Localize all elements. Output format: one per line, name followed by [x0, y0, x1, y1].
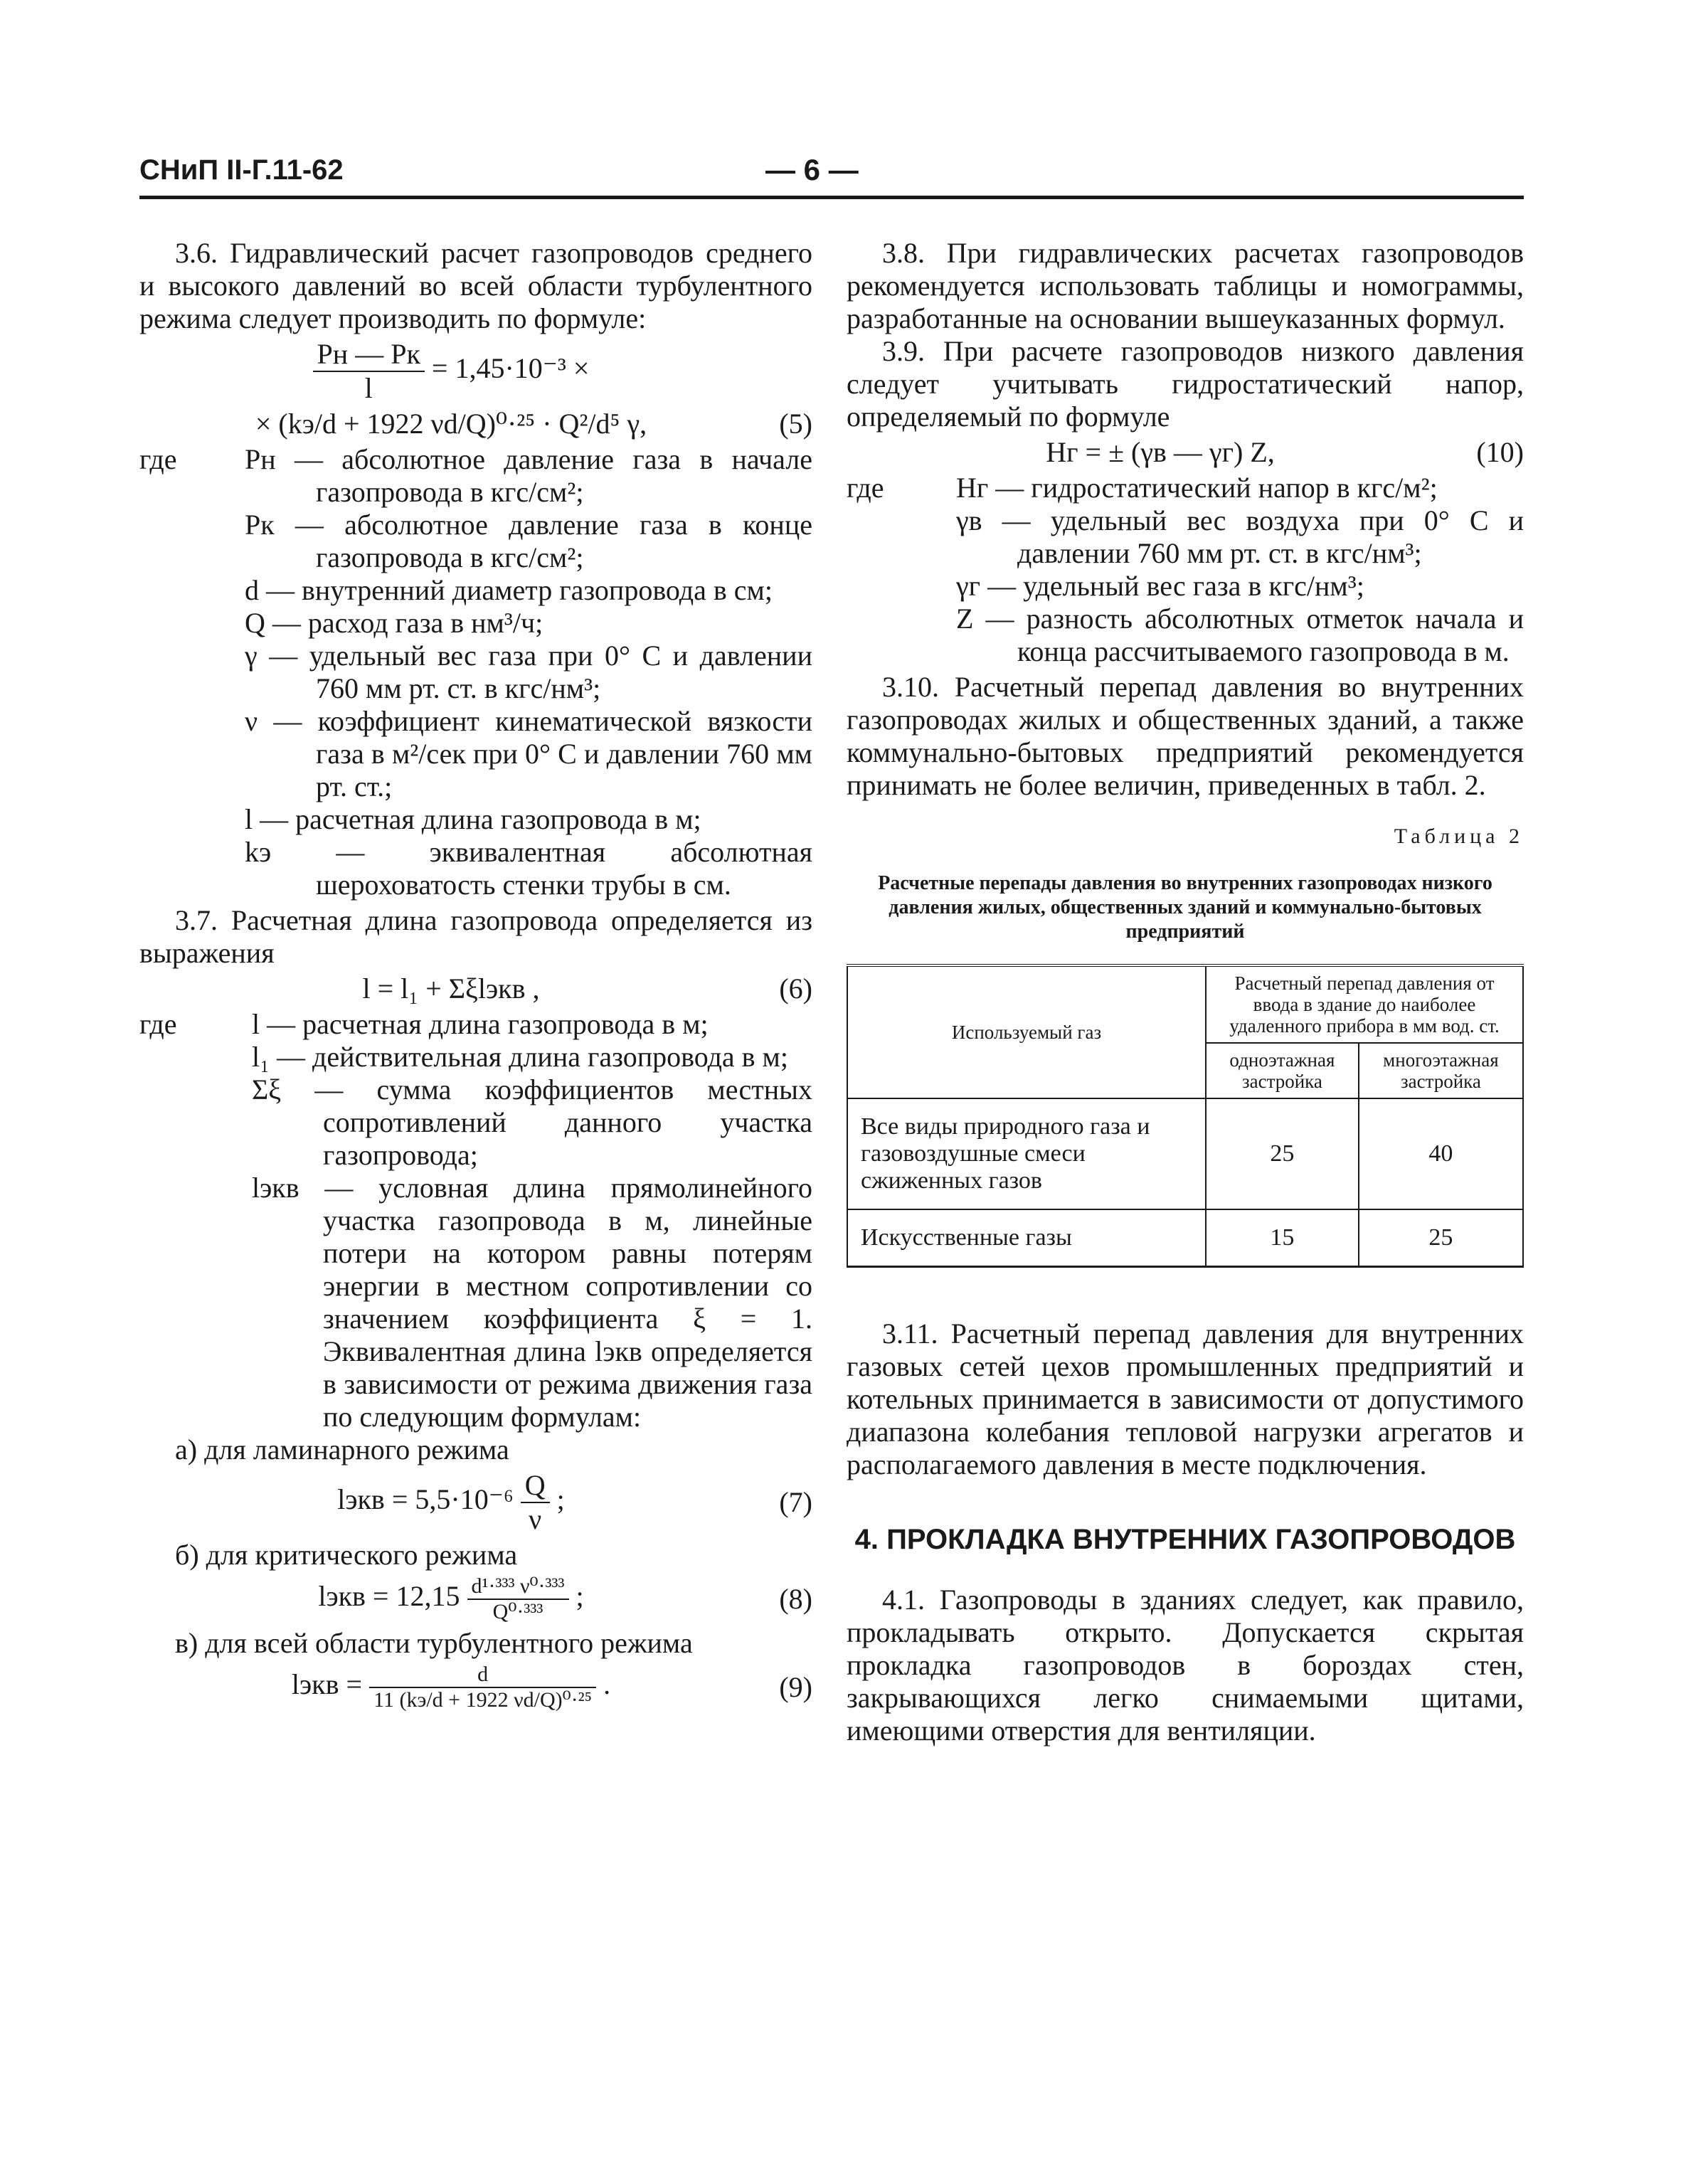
definitions-formula-5 [139, 443, 812, 901]
definition-item: γг — удельный вес газа в кгс/нм³; [956, 570, 1364, 602]
formula-5-line-2 [139, 408, 812, 440]
document-code: СНиП II-Г.11-62 [139, 154, 344, 186]
table-row [847, 1098, 1523, 1209]
definition-item: где Hг — гидростатический напор в кгс/м²; [847, 472, 1438, 504]
table-title: Расчетные перепады давления во внутренних газопроводах низкого давления жилых, общественных зданий и коммунально-бытовых предприятий [878, 872, 1492, 943]
running-header [139, 153, 1524, 199]
formula-8-label: (8) [779, 1583, 812, 1615]
formula-8-tail: ; [576, 1580, 584, 1613]
formula-10-body: Hг = ± (γв — γг) Z, [1046, 436, 1275, 468]
formula-7-numerator: Q [524, 1469, 546, 1501]
paragraph-3-9: 3.9. При расчете газопроводов низкого давления следует учитывать гидростатический напор, определяемый по формуле [847, 335, 1524, 433]
formula-8-denominator: Q⁰·³³³ [467, 1599, 569, 1624]
formula-7 [139, 1469, 812, 1536]
formula-9-label: (9) [779, 1671, 812, 1703]
definition-item: Z — разность абсолютных отметок начала и конца рассчитываемого газопровода в м. [956, 603, 1524, 667]
cell-single-storey: 15 [1206, 1209, 1359, 1267]
formula-7-fraction [521, 1469, 550, 1536]
cell-multi-storey: 25 [1359, 1209, 1523, 1267]
formula-8 [139, 1574, 812, 1624]
cell-multi-storey: 40 [1359, 1098, 1523, 1209]
formula-9 [139, 1663, 812, 1712]
formula-5-denominator: l [313, 371, 425, 405]
formula-7-lhs: lэкв = 5,5·10⁻⁶ [337, 1483, 514, 1516]
case-b-label: б) для критического режима [175, 1539, 518, 1571]
section-title: 4. ПРОКЛАДКА ВНУТРЕННИХ ГАЗОПРОВОДОВ [854, 1524, 1516, 1555]
formula-9-fraction [369, 1663, 596, 1712]
page-number: — 6 — [765, 153, 859, 186]
definition-item: l₁ — действительная длина газопровода в м; [252, 1041, 788, 1073]
cell-single-storey: 25 [1206, 1098, 1359, 1209]
definition-item: γ — удельный вес газа при 0° С и давлении 760 мм рт. ст. в кгс/нм³; [245, 640, 812, 704]
formula-6-body: l = l₁ + Σξlэкв , [362, 972, 540, 1004]
formula-5-fraction [313, 338, 425, 405]
definition-item: lэкв — условная длина прямолинейного участка газопровода в м, линейные потери на котором равны потерям энергии в местном сопротивлении со значением коэффициента ξ = 1. Эквивалентная длина lэкв определяется в зависимости от режима движения газа по следующим формулам: [252, 1172, 812, 1433]
formula-9-numerator: d [477, 1663, 489, 1686]
formula-9-denominator: 11 (kэ/d + 1922 νd/Q)⁰·²⁵ [369, 1687, 596, 1712]
formula-9-tail: . [603, 1668, 611, 1701]
definition-item: Pк — абсолютное давление газа в конце газопровода в кгс/см²; [245, 509, 812, 573]
formula-5-rhs: = 1,45·10⁻³ × [431, 352, 590, 385]
definition-item: где Pн — абсолютное давление газа в начале газопровода в кгс/см²; [139, 443, 812, 508]
formula-10-label: (10) [1476, 436, 1524, 468]
column-header-pressure-drop: Расчетный перепад давления от ввода в здание до наиболее удаленного прибора в мм вод. ст. [1206, 965, 1523, 1043]
table-label: Таблица 2 [1394, 825, 1524, 848]
formula-6-label: (6) [779, 972, 812, 1004]
cell-gas: Искусственные газы [847, 1209, 1206, 1267]
paragraph-4-1: 4.1. Газопроводы в зданиях следует, как правило, прокладывать открыто. Допускается скрытая прокладка газопроводов в бороздах стен, закрывающихся легко снимаемыми щитами, имеющими отверстия для вентиляции. [847, 1584, 1524, 1746]
paragraph-3-8: 3.8. При гидравлических расчетах газопроводов рекомендуется использовать таблицы и номограммы, разработанные на основании вышеуказанных формул. [847, 237, 1524, 334]
where-label: где [139, 443, 177, 475]
definition-item: Q — расход газа в нм³/ч; [245, 607, 543, 639]
formula-6 [139, 972, 812, 1005]
definition-item: γв — удельный вес воздуха при 0° С и давлении 760 мм рт. ст. в кгс/нм³; [956, 504, 1524, 569]
paragraph-3-10: 3.10. Расчетный перепад давления во внутренних газопроводах жилых и общественных зданий, а также коммунально-бытовых предприятий рекомендуется принимать не более величин, приведенных в табл. 2. [847, 671, 1524, 801]
definition-item: где l — расчетная длина газопровода в м; [139, 1008, 709, 1040]
formula-5-body: × (kэ/d + 1922 νd/Q)⁰·²⁵ · Q²/d⁵ γ, [255, 408, 647, 440]
cell-gas: Все виды природного газа и газовоздушные смеси сжиженных газов [847, 1098, 1206, 1209]
definition-item: ν — коэффициент кинематической вязкости газа в м²/сек при 0° С и давлении 760 мм рт. ст.; [245, 705, 812, 802]
where-label: где [139, 1008, 177, 1040]
case-c-label: в) для всей области турбулентного режима [175, 1627, 693, 1659]
definition-item: kэ — эквивалентная абсолютная шероховатость стенки трубы в см. [245, 836, 812, 901]
formula-9-lhs: lэкв = [291, 1668, 363, 1701]
definition-item: l — расчетная длина газопровода в м; [245, 803, 701, 835]
formula-8-numerator: d¹·³³³ ν⁰·³³³ [471, 1574, 565, 1598]
formula-5-line-1 [139, 338, 812, 405]
where-label: где [847, 472, 884, 504]
right-column [847, 237, 1524, 1747]
formula-8-lhs: lэкв = 12,15 [318, 1580, 460, 1613]
definitions-formula-6 [139, 1008, 812, 1433]
definition-item: Σξ — сумма коэффициентов местных сопротивлений данного участка газопровода; [252, 1074, 812, 1171]
formula-10 [847, 436, 1524, 469]
column-header-gas: Используемый газ [847, 965, 1206, 1098]
paragraph-3-7: 3.7. Расчетная длина газопровода определяется из выражения [139, 904, 812, 969]
formula-7-tail: ; [556, 1483, 565, 1516]
table-header-row [847, 965, 1523, 1043]
pressure-drop-table [847, 964, 1524, 1268]
paragraph-3-11: 3.11. Расчетный перепад давления для внутренних газовых сетей цехов промышленных предприятий и котельных принимается в зависимости от допустимого диапазона колебания тепловой нагрузки агрегатов и располагаемого давления в месте подключения. [847, 1318, 1524, 1480]
column-header-multi-storey: многоэтажная застройка [1359, 1043, 1523, 1098]
formula-5-label: (5) [779, 408, 812, 440]
formula-7-denominator: ν [521, 1502, 550, 1536]
left-column [139, 237, 812, 1715]
definition-item: d — внутренний диаметр газопровода в см; [245, 574, 773, 606]
definitions-formula-10 [847, 472, 1524, 668]
column-header-single-storey: одноэтажная застройка [1206, 1043, 1359, 1098]
formula-8-fraction [467, 1574, 569, 1624]
formula-7-label: (7) [779, 1486, 812, 1518]
table-row [847, 1209, 1523, 1267]
paragraph-3-6: 3.6. Гидравлический расчет газопроводов среднего и высокого давлений во всей области турбулентного режима следует производить по формуле: [139, 237, 812, 334]
case-a-label: а) для ламинарного режима [175, 1433, 509, 1465]
formula-5-numerator: Pн — Pк [317, 338, 420, 370]
